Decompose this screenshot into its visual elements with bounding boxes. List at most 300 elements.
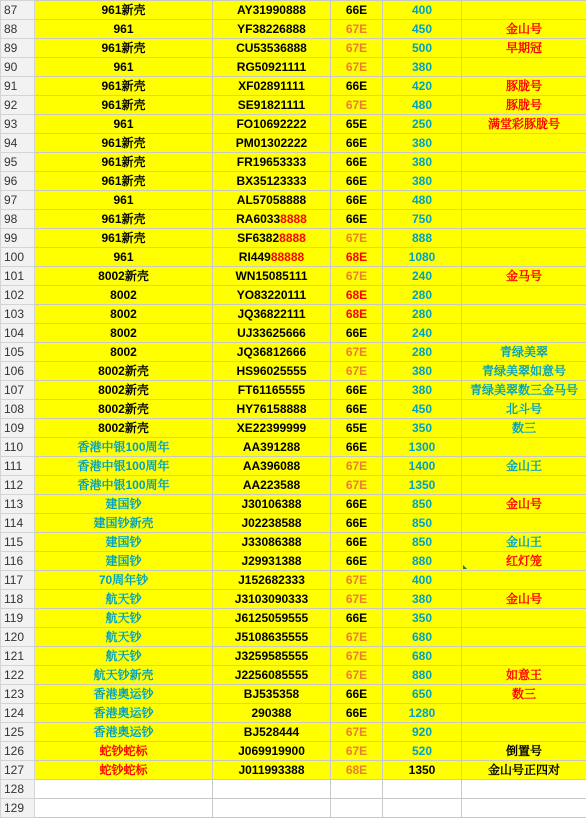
cell-category[interactable]: 70周年钞 <box>35 571 213 590</box>
cell-serial[interactable] <box>213 590 331 609</box>
row-number[interactable]: 114 <box>1 514 35 533</box>
row-number[interactable]: 94 <box>1 134 35 153</box>
table-row[interactable] <box>1 457 586 476</box>
cell-price[interactable]: 650 <box>383 685 462 704</box>
empty-row[interactable] <box>1 780 586 799</box>
cell-serial[interactable] <box>213 742 331 761</box>
cell-serial[interactable] <box>213 419 331 438</box>
cell-grade[interactable]: 66E <box>331 495 383 514</box>
cell-serial[interactable] <box>213 39 331 58</box>
row-number[interactable]: 92 <box>1 96 35 115</box>
cell-note[interactable] <box>462 248 586 267</box>
cell-category[interactable]: 961新壳 <box>35 96 213 115</box>
cell-grade[interactable]: 66E <box>331 533 383 552</box>
table-row[interactable] <box>1 647 586 666</box>
cell-price[interactable]: 250 <box>383 115 462 134</box>
cell-serial[interactable] <box>213 343 331 362</box>
cell-category[interactable]: 建国钞 <box>35 495 213 514</box>
cell-serial[interactable] <box>213 1 331 20</box>
cell-category[interactable]: 961 <box>35 248 213 267</box>
cell-serial[interactable] <box>213 305 331 324</box>
cell-grade[interactable]: 67E <box>331 723 383 742</box>
cell-price[interactable]: 450 <box>383 20 462 39</box>
cell-note[interactable] <box>462 191 586 210</box>
cell-grade[interactable]: 66E <box>331 153 383 172</box>
cell-serial[interactable] <box>213 647 331 666</box>
table-row[interactable] <box>1 476 586 495</box>
cell-grade[interactable]: 65E <box>331 115 383 134</box>
empty-cell[interactable] <box>462 780 586 799</box>
cell-serial[interactable] <box>213 229 331 248</box>
cell-category[interactable]: 8002新壳 <box>35 400 213 419</box>
cell-serial[interactable] <box>213 267 331 286</box>
row-number[interactable]: 93 <box>1 115 35 134</box>
table-row[interactable] <box>1 590 586 609</box>
row-number[interactable]: 98 <box>1 210 35 229</box>
row-number[interactable]: 99 <box>1 229 35 248</box>
cell-grade[interactable]: 68E <box>331 248 383 267</box>
table-row[interactable] <box>1 495 586 514</box>
cell-category[interactable]: 961新壳 <box>35 39 213 58</box>
cell-price[interactable]: 1280 <box>383 704 462 723</box>
cell-category[interactable]: 8002 <box>35 286 213 305</box>
cell-grade[interactable]: 67E <box>331 58 383 77</box>
cell-serial[interactable] <box>213 77 331 96</box>
empty-cell[interactable] <box>462 799 586 818</box>
cell-serial[interactable] <box>213 552 331 571</box>
cell-serial[interactable] <box>213 495 331 514</box>
cell-grade[interactable]: 67E <box>331 457 383 476</box>
cell-note[interactable]: 青绿美翠数三金马号 <box>462 381 586 400</box>
row-number[interactable]: 121 <box>1 647 35 666</box>
row-number[interactable]: 96 <box>1 172 35 191</box>
row-number[interactable]: 113 <box>1 495 35 514</box>
cell-note[interactable] <box>462 1 586 20</box>
cell-category[interactable]: 961新壳 <box>35 153 213 172</box>
cell-note[interactable] <box>462 305 586 324</box>
cell-serial[interactable] <box>213 685 331 704</box>
empty-cell[interactable] <box>35 799 213 818</box>
cell-category[interactable]: 香港中银100周年 <box>35 457 213 476</box>
cell-price[interactable]: 880 <box>383 552 462 571</box>
empty-cell[interactable] <box>383 780 462 799</box>
cell-note[interactable]: 金山号 <box>462 20 586 39</box>
row-number[interactable]: 129 <box>1 799 35 818</box>
row-number[interactable]: 118 <box>1 590 35 609</box>
cell-category[interactable]: 961新壳 <box>35 77 213 96</box>
cell-price[interactable]: 350 <box>383 419 462 438</box>
cell-category[interactable]: 香港中银100周年 <box>35 476 213 495</box>
empty-cell[interactable] <box>331 799 383 818</box>
cell-grade[interactable]: 66E <box>331 400 383 419</box>
cell-category[interactable]: 961 <box>35 20 213 39</box>
table-row[interactable] <box>1 400 586 419</box>
cell-category[interactable]: 建国钞新壳 <box>35 514 213 533</box>
table-row[interactable] <box>1 761 586 780</box>
cell-grade[interactable]: 67E <box>331 590 383 609</box>
cell-price[interactable]: 680 <box>383 647 462 666</box>
cell-category[interactable]: 航天钞 <box>35 609 213 628</box>
cell-note[interactable] <box>462 153 586 172</box>
cell-price[interactable]: 1400 <box>383 457 462 476</box>
cell-note[interactable]: 金山号 <box>462 495 586 514</box>
table-row[interactable] <box>1 20 586 39</box>
cell-price[interactable]: 480 <box>383 96 462 115</box>
cell-price[interactable]: 380 <box>383 134 462 153</box>
cell-grade[interactable]: 66E <box>331 685 383 704</box>
cell-serial[interactable] <box>213 286 331 305</box>
row-number[interactable]: 101 <box>1 267 35 286</box>
cell-serial[interactable] <box>213 134 331 153</box>
table-row[interactable] <box>1 229 586 248</box>
empty-row[interactable] <box>1 799 586 818</box>
cell-note[interactable] <box>462 324 586 343</box>
empty-cell[interactable] <box>35 780 213 799</box>
cell-price[interactable]: 1350 <box>383 476 462 495</box>
cell-grade[interactable]: 66E <box>331 210 383 229</box>
table-row[interactable] <box>1 96 586 115</box>
table-row[interactable] <box>1 210 586 229</box>
cell-category[interactable]: 8002新壳 <box>35 381 213 400</box>
empty-cell[interactable] <box>383 799 462 818</box>
empty-cell[interactable] <box>213 780 331 799</box>
cell-note[interactable] <box>462 628 586 647</box>
cell-price[interactable]: 400 <box>383 1 462 20</box>
table-row[interactable] <box>1 77 586 96</box>
cell-price[interactable]: 888 <box>383 229 462 248</box>
cell-note[interactable] <box>462 229 586 248</box>
row-number[interactable]: 90 <box>1 58 35 77</box>
cell-category[interactable]: 961 <box>35 191 213 210</box>
cell-category[interactable]: 961 <box>35 58 213 77</box>
cell-price[interactable]: 1350 <box>383 761 462 780</box>
table-row[interactable] <box>1 609 586 628</box>
cell-note[interactable]: 早期冠 <box>462 39 586 58</box>
row-number[interactable]: 107 <box>1 381 35 400</box>
cell-note[interactable]: 数三 <box>462 419 586 438</box>
cell-serial[interactable] <box>213 210 331 229</box>
cell-note[interactable]: 北斗号 <box>462 400 586 419</box>
row-number[interactable]: 103 <box>1 305 35 324</box>
cell-price[interactable]: 750 <box>383 210 462 229</box>
cell-serial[interactable] <box>213 362 331 381</box>
row-number[interactable]: 95 <box>1 153 35 172</box>
row-number[interactable]: 116 <box>1 552 35 571</box>
cell-grade[interactable]: 66E <box>331 381 383 400</box>
table-row[interactable] <box>1 742 586 761</box>
empty-cell[interactable] <box>213 799 331 818</box>
cell-note[interactable] <box>462 286 586 305</box>
cell-category[interactable]: 建国钞 <box>35 552 213 571</box>
cell-category[interactable]: 8002 <box>35 343 213 362</box>
row-number[interactable]: 88 <box>1 20 35 39</box>
table-row[interactable] <box>1 39 586 58</box>
cell-grade[interactable]: 67E <box>331 742 383 761</box>
cell-grade[interactable]: 68E <box>331 761 383 780</box>
cell-category[interactable]: 961新壳 <box>35 1 213 20</box>
cell-note[interactable] <box>462 172 586 191</box>
cell-category[interactable]: 961 <box>35 115 213 134</box>
row-number[interactable]: 111 <box>1 457 35 476</box>
cell-price[interactable]: 240 <box>383 324 462 343</box>
row-number[interactable]: 125 <box>1 723 35 742</box>
cell-note[interactable]: 金山王 <box>462 533 586 552</box>
cell-note[interactable]: 倒置号 <box>462 742 586 761</box>
row-number[interactable]: 120 <box>1 628 35 647</box>
cell-price[interactable]: 920 <box>383 723 462 742</box>
row-number[interactable]: 109 <box>1 419 35 438</box>
cell-grade[interactable]: 66E <box>331 514 383 533</box>
cell-price[interactable]: 380 <box>383 381 462 400</box>
row-number[interactable]: 123 <box>1 685 35 704</box>
cell-note[interactable] <box>462 134 586 153</box>
cell-price[interactable]: 520 <box>383 742 462 761</box>
table-row[interactable] <box>1 286 586 305</box>
row-number[interactable]: 105 <box>1 343 35 362</box>
table-row[interactable] <box>1 552 586 571</box>
table-row[interactable] <box>1 343 586 362</box>
row-number[interactable]: 128 <box>1 780 35 799</box>
row-number[interactable]: 100 <box>1 248 35 267</box>
cell-grade[interactable]: 66E <box>331 172 383 191</box>
cell-grade[interactable]: 66E <box>331 609 383 628</box>
table-row[interactable] <box>1 115 586 134</box>
table-row[interactable] <box>1 419 586 438</box>
cell-category[interactable]: 961新壳 <box>35 172 213 191</box>
cell-price[interactable]: 350 <box>383 609 462 628</box>
cell-category[interactable]: 8002新壳 <box>35 267 213 286</box>
cell-note[interactable] <box>462 609 586 628</box>
table-row[interactable] <box>1 362 586 381</box>
empty-cell[interactable] <box>331 780 383 799</box>
table-row[interactable] <box>1 571 586 590</box>
cell-grade[interactable]: 66E <box>331 77 383 96</box>
cell-category[interactable]: 航天钞新壳 <box>35 666 213 685</box>
cell-serial[interactable] <box>213 96 331 115</box>
cell-price[interactable]: 380 <box>383 153 462 172</box>
cell-note[interactable] <box>462 476 586 495</box>
cell-serial[interactable] <box>213 20 331 39</box>
cell-grade[interactable]: 67E <box>331 571 383 590</box>
cell-price[interactable]: 1080 <box>383 248 462 267</box>
cell-serial[interactable] <box>213 172 331 191</box>
cell-serial[interactable] <box>213 533 331 552</box>
cell-note[interactable] <box>462 514 586 533</box>
row-number[interactable]: 110 <box>1 438 35 457</box>
cell-price[interactable]: 450 <box>383 400 462 419</box>
cell-serial[interactable] <box>213 476 331 495</box>
table-row[interactable] <box>1 438 586 457</box>
cell-price[interactable]: 850 <box>383 514 462 533</box>
row-number[interactable]: 119 <box>1 609 35 628</box>
cell-note[interactable]: 金山王 <box>462 457 586 476</box>
cell-note[interactable]: 如意王 <box>462 666 586 685</box>
cell-grade[interactable]: 67E <box>331 39 383 58</box>
cell-note[interactable] <box>462 210 586 229</box>
table-row[interactable] <box>1 134 586 153</box>
cell-note[interactable]: 金山号 <box>462 590 586 609</box>
row-number[interactable]: 97 <box>1 191 35 210</box>
cell-grade[interactable]: 67E <box>331 343 383 362</box>
table-row[interactable] <box>1 191 586 210</box>
row-number[interactable]: 91 <box>1 77 35 96</box>
cell-grade[interactable]: 68E <box>331 305 383 324</box>
cell-price[interactable]: 400 <box>383 571 462 590</box>
cell-grade[interactable]: 67E <box>331 229 383 248</box>
row-number[interactable]: 124 <box>1 704 35 723</box>
table-row[interactable] <box>1 723 586 742</box>
cell-price[interactable]: 420 <box>383 77 462 96</box>
cell-note[interactable]: 数三 <box>462 685 586 704</box>
cell-serial[interactable] <box>213 761 331 780</box>
row-number[interactable]: 89 <box>1 39 35 58</box>
row-number[interactable]: 112 <box>1 476 35 495</box>
cell-serial[interactable] <box>213 723 331 742</box>
cell-note[interactable]: 豚胧号 <box>462 77 586 96</box>
cell-serial[interactable] <box>213 191 331 210</box>
cell-category[interactable]: 香港奥运钞 <box>35 704 213 723</box>
cell-category[interactable]: 961新壳 <box>35 229 213 248</box>
cell-note[interactable]: 青绿美翠 <box>462 343 586 362</box>
cell-serial[interactable] <box>213 514 331 533</box>
table-row[interactable] <box>1 248 586 267</box>
cell-serial[interactable] <box>213 153 331 172</box>
cell-grade[interactable]: 67E <box>331 267 383 286</box>
cell-serial[interactable] <box>213 115 331 134</box>
row-number[interactable]: 102 <box>1 286 35 305</box>
cell-serial[interactable] <box>213 571 331 590</box>
row-number[interactable]: 108 <box>1 400 35 419</box>
table-row[interactable] <box>1 58 586 77</box>
cell-category[interactable]: 蛇钞蛇标 <box>35 761 213 780</box>
cell-serial[interactable] <box>213 628 331 647</box>
cell-note[interactable] <box>462 571 586 590</box>
row-number[interactable]: 104 <box>1 324 35 343</box>
cell-grade[interactable]: 66E <box>331 191 383 210</box>
table-row[interactable] <box>1 153 586 172</box>
row-number[interactable]: 117 <box>1 571 35 590</box>
cell-category[interactable]: 961新壳 <box>35 210 213 229</box>
table-row[interactable] <box>1 172 586 191</box>
cell-grade[interactable]: 67E <box>331 20 383 39</box>
cell-grade[interactable]: 67E <box>331 647 383 666</box>
cell-price[interactable]: 500 <box>383 39 462 58</box>
cell-price[interactable]: 380 <box>383 58 462 77</box>
cell-note[interactable]: 金山号正四对 <box>462 761 586 780</box>
cell-price[interactable]: 850 <box>383 533 462 552</box>
row-number[interactable]: 127 <box>1 761 35 780</box>
cell-grade[interactable]: 66E <box>331 134 383 153</box>
table-row[interactable] <box>1 628 586 647</box>
cell-category[interactable]: 航天钞 <box>35 647 213 666</box>
cell-price[interactable]: 280 <box>383 343 462 362</box>
cell-note[interactable]: 满堂彩豚胧号 <box>462 115 586 134</box>
cell-category[interactable]: 航天钞 <box>35 590 213 609</box>
cell-price[interactable]: 240 <box>383 267 462 286</box>
cell-note[interactable]: 红灯笼 <box>462 552 586 571</box>
cell-category[interactable]: 香港奥运钞 <box>35 723 213 742</box>
table-row[interactable] <box>1 267 586 286</box>
cell-serial[interactable] <box>213 58 331 77</box>
cell-note[interactable] <box>462 704 586 723</box>
cell-serial[interactable] <box>213 248 331 267</box>
row-number[interactable]: 106 <box>1 362 35 381</box>
cell-note[interactable]: 金马号 <box>462 267 586 286</box>
table-row[interactable] <box>1 305 586 324</box>
cell-note[interactable] <box>462 647 586 666</box>
cell-grade[interactable]: 66E <box>331 1 383 20</box>
cell-note[interactable]: 青绿美翠如意号 <box>462 362 586 381</box>
cell-category[interactable]: 8002新壳 <box>35 362 213 381</box>
cell-category[interactable]: 961新壳 <box>35 134 213 153</box>
cell-serial[interactable] <box>213 457 331 476</box>
cell-note[interactable] <box>462 723 586 742</box>
row-number[interactable]: 126 <box>1 742 35 761</box>
table-row[interactable] <box>1 704 586 723</box>
cell-serial[interactable] <box>213 381 331 400</box>
cell-price[interactable]: 850 <box>383 495 462 514</box>
table-row[interactable] <box>1 514 586 533</box>
cell-grade[interactable]: 65E <box>331 419 383 438</box>
table-row[interactable] <box>1 324 586 343</box>
cell-grade[interactable]: 66E <box>331 438 383 457</box>
cell-price[interactable]: 680 <box>383 628 462 647</box>
row-number[interactable]: 87 <box>1 1 35 20</box>
cell-grade[interactable]: 68E <box>331 286 383 305</box>
cell-serial[interactable] <box>213 438 331 457</box>
table-row[interactable] <box>1 1 586 20</box>
row-number[interactable]: 122 <box>1 666 35 685</box>
cell-serial[interactable] <box>213 324 331 343</box>
cell-price[interactable]: 380 <box>383 172 462 191</box>
cell-grade[interactable]: 66E <box>331 552 383 571</box>
cell-serial[interactable] <box>213 400 331 419</box>
cell-note[interactable]: 豚胧号 <box>462 96 586 115</box>
cell-category[interactable]: 8002 <box>35 305 213 324</box>
cell-price[interactable]: 480 <box>383 191 462 210</box>
cell-price[interactable]: 280 <box>383 286 462 305</box>
table-row[interactable] <box>1 666 586 685</box>
cell-category[interactable]: 建国钞 <box>35 533 213 552</box>
cell-category[interactable]: 蛇钞蛇标 <box>35 742 213 761</box>
cell-grade[interactable]: 66E <box>331 324 383 343</box>
cell-category[interactable]: 8002 <box>35 324 213 343</box>
table-row[interactable] <box>1 533 586 552</box>
cell-grade[interactable]: 66E <box>331 704 383 723</box>
table-row[interactable] <box>1 685 586 704</box>
cell-category[interactable]: 香港奥运钞 <box>35 685 213 704</box>
cell-grade[interactable]: 67E <box>331 666 383 685</box>
row-number[interactable]: 115 <box>1 533 35 552</box>
cell-serial[interactable] <box>213 666 331 685</box>
cell-note[interactable] <box>462 438 586 457</box>
cell-price[interactable]: 380 <box>383 362 462 381</box>
cell-grade[interactable]: 67E <box>331 476 383 495</box>
cell-note[interactable] <box>462 58 586 77</box>
cell-price[interactable]: 380 <box>383 590 462 609</box>
cell-grade[interactable]: 67E <box>331 96 383 115</box>
cell-category[interactable]: 香港中银100周年 <box>35 438 213 457</box>
cell-serial[interactable] <box>213 609 331 628</box>
cell-grade[interactable]: 67E <box>331 362 383 381</box>
cell-grade[interactable]: 67E <box>331 628 383 647</box>
cell-serial[interactable] <box>213 704 331 723</box>
cell-price[interactable]: 1300 <box>383 438 462 457</box>
cell-price[interactable]: 280 <box>383 305 462 324</box>
table-row[interactable] <box>1 381 586 400</box>
cell-price[interactable]: 880 <box>383 666 462 685</box>
cell-category[interactable]: 8002新壳 <box>35 419 213 438</box>
